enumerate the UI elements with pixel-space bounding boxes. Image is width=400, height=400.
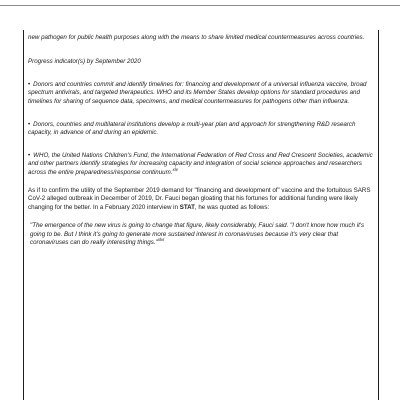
quote-text: "The emergence of the new virus is going to change that figure, likely considerably, Fauci said. "I don't know how much it's going to be. But I think it's going to generate more sustained interest in coronaviruses because it's very clear that coronaviruses can do really interesting things." [30, 222, 365, 247]
top-divider [0, 5, 400, 6]
bullet-symbol: • [28, 151, 31, 159]
body-text-after: , he was quoted as follows: [194, 203, 270, 211]
publication-name: STAT [179, 203, 195, 211]
box-right-border [378, 30, 379, 400]
block-quote [28, 222, 373, 247]
footnote-marker: xlvi [157, 237, 165, 243]
bullet-item [28, 152, 373, 177]
progress-heading: Progress indicator(s) by September 2020 [28, 58, 141, 66]
intro-paragraph: new pathogen for public health purposes along with the means to share limited medical countermeasures across countries. [28, 34, 365, 41]
bullet-item [28, 121, 373, 138]
document-text-box [28, 34, 373, 248]
bullet-text: Donors and countries commit and identify timelines for: financing and development of a universal influenza vaccine, broad spectrum antivirals, and targeted therapeutics. WHO and its Member States develop options for standard procedures and timelines for sharing of sequence data, specimens, and medical countermeasures for pathogens other than influenza. [28, 80, 367, 105]
box-left-border [23, 30, 24, 400]
footnote-marker: xlv [172, 166, 178, 172]
bullet-text: WHO, the United Nations Children's Fund, the International Federation of Red Cross and Red Crescent Societies, academic and other partners identify strategies for increasing capacity and integration of social science approaches and researchers across the entire preparedness/response continuum. [28, 151, 373, 176]
bullet-symbol: • [28, 121, 31, 129]
body-paragraph [28, 187, 373, 212]
bullet-text: Donors, countries and multilateral institutions develop a multi-year plan and approach for strengthening R&D research capacity, in advance of and during an epidemic. [28, 121, 356, 137]
bullet-item [28, 81, 373, 106]
bullet-symbol: • [28, 80, 31, 88]
body-text-before: As if to confirm the utility of the September 2019 demand for "financing and development of" vaccine and the fortuitous SARS CoV-2 alleged outbreak in December of 2019, Dr. Fauci began gloating that his fortunes for additional funding were likely changing for the better. In a February 2020 interview in [28, 187, 371, 211]
